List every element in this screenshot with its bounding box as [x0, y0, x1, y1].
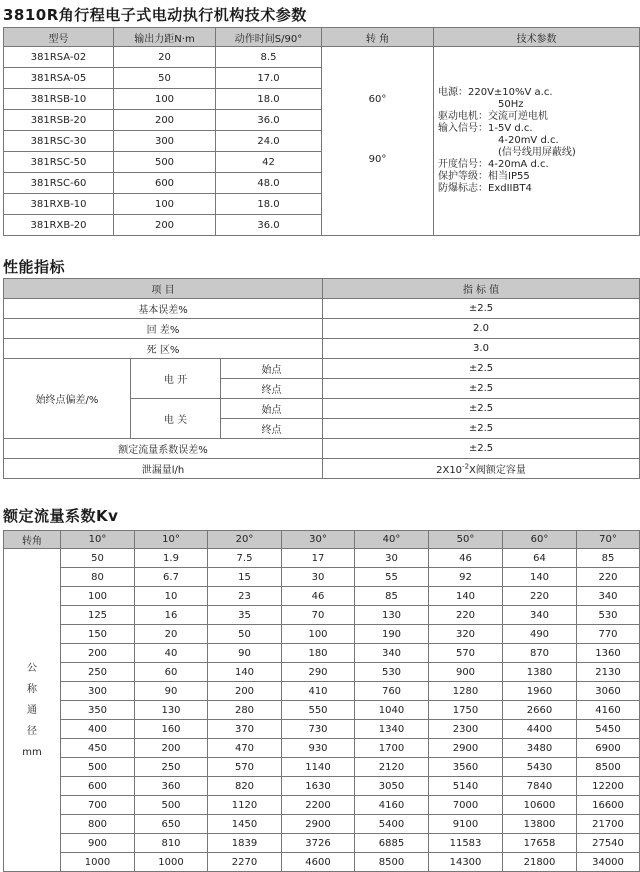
- table-row: [4, 568, 640, 587]
- nominal-diameter-char: 径: [27, 725, 37, 737]
- open-start-value: ±2.5: [323, 359, 640, 379]
- kv-cell: 1630: [282, 777, 355, 796]
- kv-cell: 15: [208, 568, 282, 587]
- section2-title: 性能指标: [3, 258, 66, 276]
- table-row: [4, 834, 640, 853]
- time-cell: 42: [216, 152, 322, 173]
- nominal-diameter-char: 公: [27, 662, 37, 674]
- torque-cell: 100: [114, 194, 216, 215]
- table-row: [4, 758, 640, 777]
- kv-cell: 7840: [503, 777, 577, 796]
- kv-cell: 810: [135, 834, 208, 853]
- table-row: [4, 815, 640, 834]
- torque-cell: 100: [114, 89, 216, 110]
- table-row: [4, 625, 640, 644]
- kv-cell: 1040: [355, 701, 429, 720]
- kv-cell: 370: [208, 720, 282, 739]
- kv-cell: 930: [282, 739, 355, 758]
- tech-params-cell: [434, 47, 640, 236]
- basic-error-value: ±2.5: [323, 299, 640, 319]
- kv-cell: 35: [208, 606, 282, 625]
- kv-cell: 530: [355, 663, 429, 682]
- kv-cell: 10: [135, 587, 208, 606]
- kv-cell: 13800: [503, 815, 577, 834]
- model-cell: 381RSA-02: [4, 47, 114, 68]
- kv-cell: 7.5: [208, 549, 282, 568]
- hysteresis-value: 2.0: [323, 319, 640, 339]
- spec-line: 4-20mV d.c.: [498, 135, 559, 146]
- dead-zone-value: 3.0: [323, 339, 640, 359]
- kv-cell: 4600: [282, 853, 355, 872]
- kv-cell: 4160: [577, 701, 640, 720]
- kv-cell: 8500: [355, 853, 429, 872]
- kv-cell: 2270: [208, 853, 282, 872]
- model-cell: 381RXB-20: [4, 215, 114, 236]
- kv-cell: 11583: [429, 834, 503, 853]
- nominal-diameter-label: [4, 549, 61, 872]
- model-cell: 381RSC-30: [4, 131, 114, 152]
- torque-cell: 600: [114, 173, 216, 194]
- endpoint-deviation-label: 始终点偏差/%: [4, 359, 131, 439]
- kv-cell: 1450: [208, 815, 282, 834]
- kv-cell: 1140: [282, 758, 355, 777]
- kv-cell: 8500: [577, 758, 640, 777]
- table-row: [4, 663, 640, 682]
- angle-header: 10°: [61, 531, 135, 549]
- kv-cell: 9100: [429, 815, 503, 834]
- kv-cell: 130: [135, 701, 208, 720]
- angle-header: 70°: [577, 531, 640, 549]
- nominal-diameter-char: mm: [22, 746, 42, 758]
- spec-line: 电源：220V±10%V a.c.: [438, 87, 553, 98]
- kv-cell: 85: [355, 587, 429, 606]
- diameter-cell: 450: [61, 739, 135, 758]
- model-cell: 381RSC-50: [4, 152, 114, 173]
- kv-cell: 140: [429, 587, 503, 606]
- kv-cell: 20: [135, 625, 208, 644]
- kv-cell: 760: [355, 682, 429, 701]
- diameter-cell: 250: [61, 663, 135, 682]
- table-row: [4, 682, 640, 701]
- kv-cell: 60: [135, 663, 208, 682]
- kv-cell: 2660: [503, 701, 577, 720]
- kv-cell: 160: [135, 720, 208, 739]
- table-row: [4, 777, 640, 796]
- kv-cell: 3050: [355, 777, 429, 796]
- kv-cell: 6885: [355, 834, 429, 853]
- kv-cell: 46: [282, 587, 355, 606]
- start-label: 始点: [221, 359, 323, 379]
- diameter-cell: 80: [61, 568, 135, 587]
- spec-line: 驱动电机：交流可逆电机: [438, 111, 548, 122]
- basic-error-label: 基本误差%: [4, 299, 323, 319]
- header-torque: 输出力距N·m: [114, 28, 216, 47]
- header-value: 指 标 值: [323, 279, 640, 299]
- kv-cell: 1380: [503, 663, 577, 682]
- kv-cell: 5430: [503, 758, 577, 777]
- section3-title: 额定流量系数Kv: [3, 507, 119, 525]
- kv-cell: 46: [429, 549, 503, 568]
- spec-line: 50Hz: [498, 99, 524, 110]
- kv-cell: 470: [208, 739, 282, 758]
- kv-cell: 5450: [577, 720, 640, 739]
- performance-table: [3, 278, 640, 479]
- flow-error-label: 额定流量系数误差%: [4, 439, 323, 459]
- kv-cell: 340: [503, 606, 577, 625]
- diameter-cell: 1000: [61, 853, 135, 872]
- kv-cell: 290: [282, 663, 355, 682]
- angle-header: 60°: [503, 531, 577, 549]
- kv-cell: 1839: [208, 834, 282, 853]
- flow-error-value: ±2.5: [323, 439, 640, 459]
- spec-table: [3, 27, 640, 236]
- kv-cell: 1000: [135, 853, 208, 872]
- kv-cell: 17: [282, 549, 355, 568]
- corner-angle-label: 转角: [4, 531, 61, 549]
- diameter-cell: 100: [61, 587, 135, 606]
- kv-cell: 3726: [282, 834, 355, 853]
- angle-90: 90°: [368, 154, 387, 165]
- table-row: [4, 549, 640, 568]
- kv-cell: 64: [503, 549, 577, 568]
- header-action-time: 动作时间S/90°: [216, 28, 322, 47]
- kv-cell: 220: [577, 568, 640, 587]
- leakage-label: 泄漏量l/h: [4, 459, 323, 479]
- diameter-cell: 600: [61, 777, 135, 796]
- kv-cell: 250: [135, 758, 208, 777]
- kv-cell: 140: [208, 663, 282, 682]
- kv-cell: 21800: [503, 853, 577, 872]
- kv-cell: 40: [135, 644, 208, 663]
- diameter-cell: 150: [61, 625, 135, 644]
- kv-cell: 570: [208, 758, 282, 777]
- model-cell: 381RSC-60: [4, 173, 114, 194]
- kv-cell: 410: [282, 682, 355, 701]
- kv-cell: 23: [208, 587, 282, 606]
- kv-cell: 2900: [282, 815, 355, 834]
- table-row: [4, 853, 640, 872]
- kv-cell: 2120: [355, 758, 429, 777]
- kv-cell: 3060: [577, 682, 640, 701]
- angle-60: 60°: [368, 94, 387, 105]
- diameter-cell: 900: [61, 834, 135, 853]
- kv-cell: 490: [503, 625, 577, 644]
- header-item: 项 目: [4, 279, 323, 299]
- kv-cell: 1120: [208, 796, 282, 815]
- time-cell: 24.0: [216, 131, 322, 152]
- table-row: [4, 796, 640, 815]
- kv-cell: 1960: [503, 682, 577, 701]
- kv-cell: 12200: [577, 777, 640, 796]
- kv-cell: 140: [503, 568, 577, 587]
- kv-cell: 16: [135, 606, 208, 625]
- kv-cell: 6900: [577, 739, 640, 758]
- leakage-value-pre: 2X10: [436, 465, 463, 476]
- kv-cell: 3480: [503, 739, 577, 758]
- kv-cell: 92: [429, 568, 503, 587]
- kv-cell: 900: [429, 663, 503, 682]
- diameter-cell: 350: [61, 701, 135, 720]
- kv-cell: 50: [208, 625, 282, 644]
- kv-cell: 16600: [577, 796, 640, 815]
- kv-cell: 180: [282, 644, 355, 663]
- kv-cell: 70: [282, 606, 355, 625]
- kv-cell: 30: [355, 549, 429, 568]
- diameter-cell: 50: [61, 549, 135, 568]
- kv-cell: 1700: [355, 739, 429, 758]
- header-tech-params: 技术参数: [434, 28, 640, 47]
- angle-header: 30°: [282, 531, 355, 549]
- kv-cell: 200: [135, 739, 208, 758]
- diameter-cell: 125: [61, 606, 135, 625]
- angle-header: 50°: [429, 531, 503, 549]
- diameter-cell: 200: [61, 644, 135, 663]
- kv-cell: 320: [429, 625, 503, 644]
- torque-cell: 20: [114, 47, 216, 68]
- table-row: [4, 606, 640, 625]
- time-cell: 48.0: [216, 173, 322, 194]
- kv-cell: 820: [208, 777, 282, 796]
- angle-header: 20°: [208, 531, 282, 549]
- kv-cell: 2130: [577, 663, 640, 682]
- kv-cell: 2900: [429, 739, 503, 758]
- model-cell: 381RXB-10: [4, 194, 114, 215]
- kv-cell: 1.9: [135, 549, 208, 568]
- open-end-value: ±2.5: [323, 379, 640, 399]
- kv-cell: 100: [282, 625, 355, 644]
- leakage-value-post: X阀额定容量: [469, 465, 526, 476]
- kv-cell: 730: [282, 720, 355, 739]
- header-angle: 转 角: [322, 28, 434, 47]
- torque-cell: 500: [114, 152, 216, 173]
- kv-cell: 200: [208, 682, 282, 701]
- kv-cell: 90: [135, 682, 208, 701]
- spec-line: 防爆标志：ExdIIBT4: [438, 183, 532, 194]
- kv-cell: 340: [577, 587, 640, 606]
- kv-cell: 1280: [429, 682, 503, 701]
- kv-cell: 90: [208, 644, 282, 663]
- kv-cell: 280: [208, 701, 282, 720]
- close-label: 电 关: [131, 399, 221, 439]
- header-model: 型号: [4, 28, 114, 47]
- spec-line: 输入信号：1-5V d.c.: [438, 123, 533, 134]
- kv-cell: 870: [503, 644, 577, 663]
- model-cell: 381RSB-20: [4, 110, 114, 131]
- kv-cell: 10600: [503, 796, 577, 815]
- table-row: [4, 701, 640, 720]
- kv-cell: 1750: [429, 701, 503, 720]
- kv-cell: 27540: [577, 834, 640, 853]
- time-cell: 36.0: [216, 110, 322, 131]
- table-row: [4, 587, 640, 606]
- kv-cell: 34000: [577, 853, 640, 872]
- kv-cell: 5140: [429, 777, 503, 796]
- kv-cell: 6.7: [135, 568, 208, 587]
- diameter-cell: 800: [61, 815, 135, 834]
- kv-cell: 3560: [429, 758, 503, 777]
- nominal-diameter-char: 通: [27, 704, 37, 716]
- kv-cell: 1360: [577, 644, 640, 663]
- angle-header: 40°: [355, 531, 429, 549]
- table-row: [4, 739, 640, 758]
- kv-cell: 220: [503, 587, 577, 606]
- torque-cell: 200: [114, 215, 216, 236]
- kv-cell: 4160: [355, 796, 429, 815]
- kv-cell: 650: [135, 815, 208, 834]
- time-cell: 8.5: [216, 47, 322, 68]
- kv-cell: 2300: [429, 720, 503, 739]
- spec-line: 保护等级：相当IP55: [438, 171, 530, 182]
- model-cell: 381RSB-10: [4, 89, 114, 110]
- end-label: 终点: [221, 419, 323, 439]
- torque-cell: 200: [114, 110, 216, 131]
- diameter-cell: 400: [61, 720, 135, 739]
- time-cell: 18.0: [216, 194, 322, 215]
- kv-cell: 500: [135, 796, 208, 815]
- kv-cell: 340: [355, 644, 429, 663]
- end-label: 终点: [221, 379, 323, 399]
- leakage-value-exponent: -2: [462, 462, 470, 471]
- kv-table: [3, 530, 640, 872]
- table-row: [4, 720, 640, 739]
- diameter-cell: 500: [61, 758, 135, 777]
- spec-line: 开度信号：4-20mA d.c.: [438, 159, 549, 170]
- kv-cell: 5400: [355, 815, 429, 834]
- start-label: 始点: [221, 399, 323, 419]
- table-row: [4, 644, 640, 663]
- diameter-cell: 300: [61, 682, 135, 701]
- kv-cell: 220: [429, 606, 503, 625]
- angle-header: 10°: [135, 531, 208, 549]
- kv-cell: 360: [135, 777, 208, 796]
- kv-cell: 85: [577, 549, 640, 568]
- hysteresis-label: 回 差%: [4, 319, 323, 339]
- kv-cell: 21700: [577, 815, 640, 834]
- time-cell: 36.0: [216, 215, 322, 236]
- kv-cell: 1340: [355, 720, 429, 739]
- dead-zone-label: 死 区%: [4, 339, 323, 359]
- kv-cell: 2200: [282, 796, 355, 815]
- section1-title: 3810R角行程电子式电动执行机构技术参数: [3, 6, 307, 24]
- kv-cell: 130: [355, 606, 429, 625]
- spec-line: (信号线用屏蔽线): [498, 147, 576, 158]
- kv-cell: 17658: [503, 834, 577, 853]
- close-end-value: ±2.5: [323, 419, 640, 439]
- model-cell: 381RSA-05: [4, 68, 114, 89]
- leakage-value: [323, 459, 640, 479]
- kv-cell: 190: [355, 625, 429, 644]
- time-cell: 17.0: [216, 68, 322, 89]
- kv-cell: 570: [429, 644, 503, 663]
- kv-cell: 55: [355, 568, 429, 587]
- open-label: 电 开: [131, 359, 221, 399]
- kv-cell: 770: [577, 625, 640, 644]
- kv-cell: 7000: [429, 796, 503, 815]
- kv-cell: 530: [577, 606, 640, 625]
- time-cell: 18.0: [216, 89, 322, 110]
- angle-cell: [322, 47, 434, 236]
- kv-cell: 550: [282, 701, 355, 720]
- torque-cell: 50: [114, 68, 216, 89]
- close-start-value: ±2.5: [323, 399, 640, 419]
- kv-cell: 4400: [503, 720, 577, 739]
- diameter-cell: 700: [61, 796, 135, 815]
- nominal-diameter-char: 称: [27, 683, 37, 695]
- kv-cell: 30: [282, 568, 355, 587]
- torque-cell: 300: [114, 131, 216, 152]
- kv-cell: 14300: [429, 853, 503, 872]
